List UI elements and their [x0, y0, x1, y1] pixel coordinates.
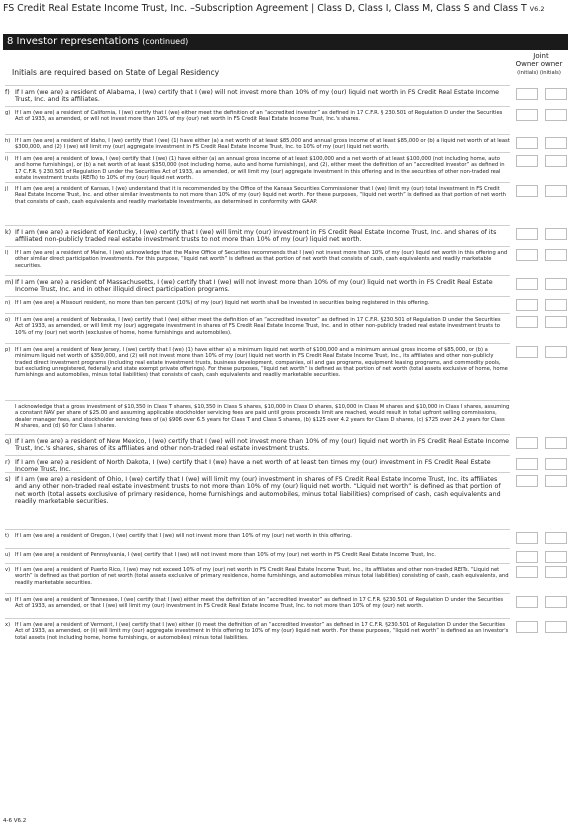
joint-owner-initials-box[interactable] [545, 299, 567, 311]
representation-item [5, 106, 510, 135]
representation-item [5, 563, 510, 594]
owner-initials-box[interactable] [516, 532, 538, 544]
owner-initials-box[interactable] [516, 278, 538, 290]
owner-initials-box[interactable] [516, 137, 538, 149]
joint-owner-initials-box[interactable] [545, 551, 567, 563]
item-letter: i) [5, 156, 9, 162]
item-letter: l) [5, 250, 9, 256]
owner-initials-box[interactable] [516, 458, 538, 470]
column-header-owner: Owner owner [515, 60, 563, 68]
item-text: If I am (we are) a resident of Tennessee, I (we) certify that I (we) either meet the definition of an “accredited investor” as defined in 17 C.F.R. §230.501 of Regulation D under the Securities Act of 1933, as amended, or that I (we) will limit my (our) investment in FS Credit Real Estate Income Trust, Inc. to not more than 10% of my (our) net worth. [15, 597, 504, 610]
joint-owner-initials-box[interactable] [545, 621, 567, 633]
joint-owner-initials-box[interactable] [545, 109, 567, 121]
form-code: 4-6 V6.2 [3, 818, 27, 824]
section-title: 8 Investor representations [7, 36, 139, 47]
item-letter: w) [5, 597, 12, 603]
item-letter: o) [5, 317, 11, 323]
joint-owner-initials-box[interactable] [545, 458, 567, 470]
representation-item [5, 182, 510, 216]
item-letter: u) [5, 552, 11, 558]
item-letter: t) [5, 533, 10, 539]
representation-item [5, 134, 510, 153]
item-text: If I am (we are) a resident of Idaho, I (we) certify that I (we) (1) have either (a) a net worth of at least $85,000 and annual gross income of at least $85,000 or (b) a liquid net worth of at least $300,000, and (2) I (we) will limit my (our) aggregate investment in FS Credit Real Estate Income Trust, Inc. to 10% of my (our) liquid net worth. [15, 138, 510, 151]
owner-initials-box[interactable] [516, 566, 538, 578]
item-text: If I am (we are) a resident of Iowa, I (we) certify that I (we) (1) have either (a) an annual gross income of at least $100,000 and a net worth of at least $100,000 (not including home, auto and home furnishings), or (b) a net worth of at least $350,000 (not including home, auto and home furnishings), and (2), either meet the definition of an “accredited investor” as defined in 17 C.F.R. § 230.501 of Regulation D under the Securities Act of 1933, as amended, or will limit my (our) aggregate investment in this offering and in the securities of other non-traded real estate investment trusts (REITs) to 10% of my (our) liquid net worth. [15, 156, 505, 181]
item-text: If I am (we are) a resident of Kentucky, I (we) certify that I (we) will limit my (our) investment in FS Credit Real Estate Income Trust, Inc. and shares of its affiliated non-publicly traded real estate investment trusts to not more than 10% of my (our) liquid net worth. [15, 229, 497, 244]
owner-initials-box[interactable] [516, 88, 538, 100]
owner-initials-box[interactable] [516, 316, 538, 328]
owner-initials-box[interactable] [516, 475, 538, 487]
item-letter: n) [5, 300, 11, 306]
joint-owner-initials-box[interactable] [545, 346, 567, 358]
initials-requirement-note: Initials are required based on State of Legal Residency [12, 68, 220, 77]
item-letter: x) [5, 622, 11, 628]
representation-item [5, 225, 510, 246]
representation-item [5, 296, 510, 313]
owner-initials-box[interactable] [516, 437, 538, 449]
item-text: If I am (we are) a resident of Alabama, I (we) certify that I (we) will not invest more than 10% of my (our) liquid net worth in FS Credit Real Estate Income Trust, Inc. and its affiliates. [15, 89, 499, 104]
section-subtitle: (continued) [142, 37, 189, 46]
item-text: If I am (we are) a resident of North Dakota, I (we) certify that I (we) have a net worth of at least ten times my (our) investment in FS Credit Real Estate Income Trust, Inc. [15, 459, 491, 474]
owner-initials-box[interactable] [516, 596, 538, 608]
item-letter: p) [5, 347, 11, 353]
item-letter: s) [5, 476, 11, 483]
representation-item [5, 548, 510, 564]
joint-owner-initials-box[interactable] [545, 137, 567, 149]
item-text: If I am (we are) a resident of Pennsylvania, I (we) certify that I (we) will not invest more than 10% of my (our) net worth in FS Credit Real Estate Income Trust, Inc. [15, 552, 436, 558]
item-text: If I am (we are) a resident of New Jersey, I (we) certify that I (we) (1) have either a) a minimum liquid net worth of $100,000 and a minimum annual gross income of $85,000, or (b) a minimum liquid net worth of $350,000, and (2) will not invest more than 10% of my (our) liquid net worth in FS Credit Real Estate Income Trust, Inc., its affiliates and other non-publicly traded direct investment programs (including real estate investment trusts, business development, companies, oil and gas programs, equipment leasing programs, and commodity pools, but excluding unregistered, federally and state exempt private offerings). For these purposes, “liquid net worth” is defined as that portion of net worth (total assets exclusive of home, home furnishings and automobiles, minus total liabilities) that consists of cash, cash equivalents and readily marketable securities. [15, 347, 508, 379]
owner-initials-box[interactable] [516, 346, 538, 358]
column-header-initials: (initials) (initials) [517, 70, 561, 76]
item-text: I acknowledge that a gross investment of $10,350 in Class T shares, $10,350 in Class S shares, $10,000 in Class D shares, $10,000 in Class M shares and $10,000 in Class I shares, assuming a constant NAV per share of $25.00 and assuming applicable stockholder servicing fees are paid until gross proceeds limit are reached, would result in total upfront selling commissions, dealer manager fees, and stockholder servicing fees of (a) $906 over 6.5 years for Class T and Class S shares, (b) $125 over 4.2 years for Class D shares, (c) $725 over 24.2 years for Class M shares, and (d) $0 for Class I shares. [15, 404, 510, 429]
item-letter: k) [5, 229, 12, 236]
joint-owner-initials-box[interactable] [545, 316, 567, 328]
owner-initials-box[interactable] [516, 249, 538, 261]
joint-owner-initials-box[interactable] [545, 437, 567, 449]
joint-owner-initials-box[interactable] [545, 249, 567, 261]
item-text: If I am (we are) a resident of Ohio, I (we) certify that I (we) will limit my (our) investment in shares of FS Credit Real Estate Income Trust, Inc. its affiliates and any other non-traded real estate investment trusts to not more than 10% of my (our) liquid net worth. “Liquid net worth” is defined as that portion of net worth (total assets exclusive of primary residence, home furnishings and automobiles, minus total liabilities) comprised of cash, cash equivalents and readily marketable securities. [15, 476, 501, 506]
document-title: FS Credit Real Estate Income Trust, Inc. –Subscription Agreement | Class D, Class I, Class M, Class S and Class T [3, 3, 527, 14]
column-header-joint: Joint [533, 52, 549, 60]
joint-owner-initials-box[interactable] [545, 475, 567, 487]
representation-item [5, 618, 510, 649]
item-letter: r) [5, 459, 11, 466]
item-letter: j) [5, 186, 9, 192]
item-text: If I am (we are) a resident of Vermont, I (we) certify that I (we) either (i) meet the definition of an “accredited investor” as defined in 17 C.F.R. §230.501 of Regulation D under the Securities Act of 1933, as amended, or (ii) will limit my (our) aggregate investment in this offering to 10% of my (our) liquid net worth. For these purposes, “liquid net worth” is defined as an investor's total assets (not including home, home furnishings, or automobiles) minus total liabilities. [15, 622, 509, 641]
joint-owner-initials-box[interactable] [545, 566, 567, 578]
joint-owner-initials-box[interactable] [545, 228, 567, 240]
item-text: If I am (we are) a resident of Maine, I (we) acknowledge that the Maine Office of Securities recommends that I (we) not invest more than 10% of my (our) liquid net worth in this offering and other similar direct participation investments. For this purpose, “liquid net worth” is defined as that portion of net worth that consists of cash, cash equivalents and readily marketable securities. [15, 250, 508, 269]
owner-initials-box[interactable] [516, 155, 538, 167]
representation-item [5, 593, 510, 619]
representation-item [5, 85, 510, 107]
representation-item [5, 246, 510, 276]
document-version: V6.2 [529, 5, 545, 13]
owner-initials-box[interactable] [516, 228, 538, 240]
item-text: If I am (we are) a resident of California, I (we) certify that I (we) either meet the definition of an “accredited investor” as defined in 17 C.F.R. § 230.501 of Regulation D under the Securities Act of 1933, as amended, or will not invest more than 10% of my (our) net worth in FS Credit Real Estate Income Trust, Inc.'s shares. [15, 110, 503, 123]
joint-owner-initials-box[interactable] [545, 185, 567, 197]
item-text: If I am (we are) a resident of New Mexico, I (we) certify that I (we) will not invest more than 10% of my (our) liquid net worth in FS Credit Real Estate Income Trust, Inc.'s shares, shares of its affiliates and other non-traded real estate investment trusts. [15, 438, 509, 453]
item-text: If I am (we are) a Missouri resident, no more than ten percent (10%) of my (our) liquid net worth shall be invested in securities being registered in this offering. [15, 300, 430, 306]
item-letter: v) [5, 567, 11, 573]
item-text: If I am (we are) a resident of Puerto Rico, I (we) may not exceed 10% of my (our) net worth in FS Credit Real Estate Income Trust, Inc., its affiliates and other non-traded REITs. “Liquid net worth” is defined as that portion of net worth (total assets exclusive of primary residence, home furnishings, and automobiles minus total liabilities) consisting of cash, cash equivalents, and readily marketable securities. [15, 567, 509, 586]
item-letter: m) [5, 279, 14, 286]
owner-initials-box[interactable] [516, 621, 538, 633]
representation-item [5, 313, 510, 344]
joint-owner-initials-box[interactable] [545, 278, 567, 290]
representation-item [5, 529, 510, 547]
joint-owner-initials-box[interactable] [545, 88, 567, 100]
representation-item [5, 275, 510, 296]
representation-item [5, 343, 510, 398]
joint-owner-initials-box[interactable] [545, 155, 567, 167]
joint-owner-initials-box[interactable] [545, 596, 567, 608]
item-letter: q) [5, 438, 12, 445]
joint-owner-initials-box[interactable] [545, 532, 567, 544]
item-letter: g) [5, 110, 11, 116]
representation-item [5, 152, 510, 183]
item-text: If I am (we are) a resident of Massachusetts, I (we) certify that I (we) will not invest more than 10% of my (our) liquid net worth in FS Credit Real Estate Income Trust, Inc. and in other illiquid direct participation programs. [15, 279, 493, 294]
owner-initials-box[interactable] [516, 551, 538, 563]
owner-initials-box[interactable] [516, 299, 538, 311]
owner-initials-box[interactable] [516, 185, 538, 197]
item-letter: h) [5, 138, 11, 144]
representation-item [5, 472, 510, 528]
owner-initials-box[interactable] [516, 109, 538, 121]
item-text: If I am (we are) a resident of Oregon, I (we) certify that I (we) will not invest more than 10% of my (our) net worth in this offering. [15, 533, 352, 539]
representation-item [5, 455, 510, 473]
item-text: If I am (we are) a resident of Kansas, I (we) understand that it is recommended by the Office of the Kansas Securities Commissioner that I (we) limit my (our) total investment in FS Credit Real Estate Income Trust, Inc. and other similar investments to not more than 10% of my (our) liquid net worth. For these purposes, “liquid net worth” is defined as that portion of net worth that consists of cash, cash equivalents and readily marketable investments, as determined in conformity with GAAP. [15, 186, 506, 205]
representation-item [5, 400, 510, 435]
item-text: If I am (we are) a resident of Nebraska, I (we) certify that I (we) either meet the definition of an “accredited investor” as defined in 17 C.F.R. §230.501 of Regulation D under the Securities Act of 1933, as amended, or will limit my (our) aggregate investment in shares of FS Credit Real Estate Income Trust, Inc. and in other non-publicly traded real estate investment trusts to 10% of my (our) net worth (exclusive of home, home furnishings and automobiles). [15, 317, 501, 336]
item-letter: f) [5, 89, 10, 96]
representation-item [5, 434, 510, 455]
